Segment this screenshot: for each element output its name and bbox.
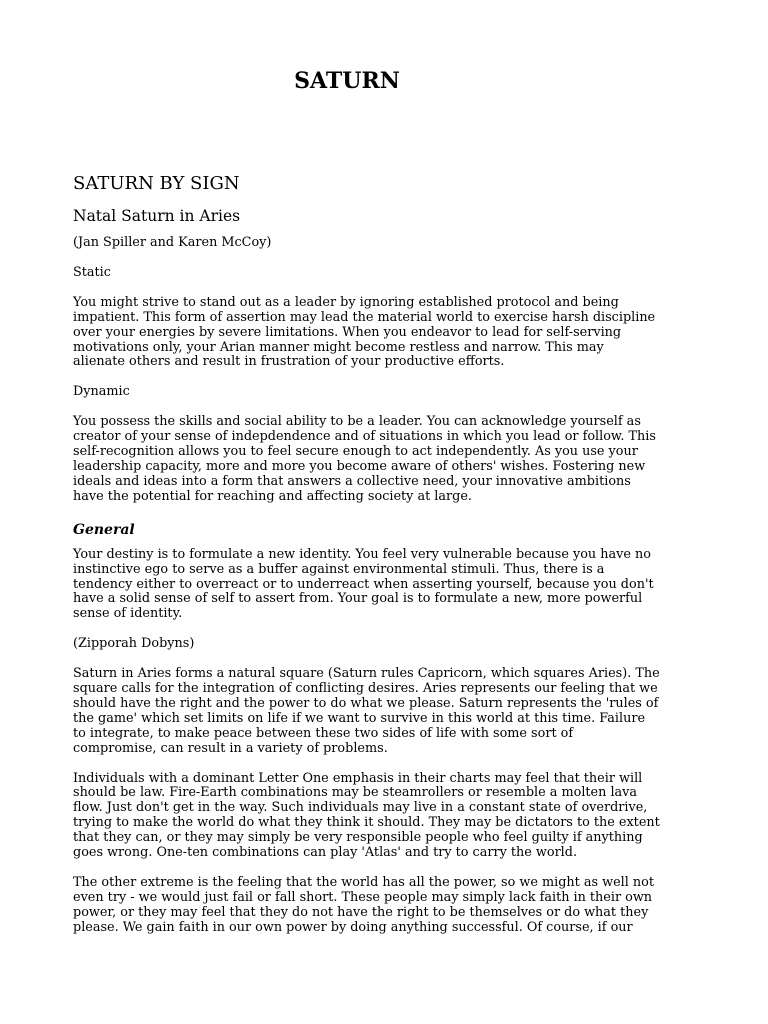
document-title: SATURN xyxy=(294,68,400,94)
text-line: Your destiny is to formulate a new identity. You feel very vulnerable because you have no xyxy=(73,546,651,562)
static-paragraph xyxy=(73,296,701,371)
text-line: to integrate, to make peace between these two sides of life with some sort of xyxy=(73,725,574,741)
text-line: compromise, can result in a variety of problems. xyxy=(73,740,388,756)
static-label: Static xyxy=(73,264,111,280)
text-line: should have the right and the power to do what we please. Saturn represents the 'rules of xyxy=(73,695,659,711)
text-line: square calls for the integration of conflicting desires. Aries represents our feeling that we xyxy=(73,681,658,697)
text-line: that they can, or they may simply be very responsible people who feel guilty if anything xyxy=(73,830,643,846)
dynamic-label: Dynamic xyxy=(73,384,130,400)
text-line: tendency either to overreact or to underreact when asserting yourself, because you don't xyxy=(73,576,654,592)
text-line: The other extreme is the feeling that the world has all the power, so we might as well not xyxy=(73,875,654,890)
text-line: Individuals with a dominant Letter One emphasis in their charts may feel that their will xyxy=(73,770,643,786)
text-line: leadership capacity, more and more you become aware of others' wishes. Fostering new xyxy=(73,458,646,474)
source-citation-dobyns: (Zipporah Dobyns) xyxy=(73,636,195,652)
subheading: Natal Saturn in Aries xyxy=(73,207,241,225)
text-line: have the potential for reaching and affecting society at large. xyxy=(73,488,472,504)
text-line: You might strive to stand out as a leader by ignoring established protocol and being xyxy=(73,294,619,310)
text-line: instinctive ego to serve as a buffer against environmental stimuli. Thus, there is a xyxy=(73,561,605,577)
text-line: alienate others and result in frustration of your productive efforts. xyxy=(73,354,505,370)
text-line: goes wrong. One-ten combinations can play 'Atlas' and try to carry the world. xyxy=(73,845,578,861)
text-line: You possess the skills and social ability to be a leader. You can acknowledge yourself as xyxy=(73,414,641,430)
text-line: power, or they may feel that they do not have the right to be themselves or do what they xyxy=(73,904,649,920)
dynamic-paragraph xyxy=(73,415,701,504)
dobyns-paragraph-1 xyxy=(73,667,701,756)
text-line: self-recognition allows you to feel secure enough to act independently. As you use your xyxy=(73,444,638,460)
text-line: trying to make the world do what they think it should. They may be dictators to the extent xyxy=(73,815,660,831)
text-line: ideals and ideas into a form that answers a collective need, your innovative ambitions xyxy=(73,473,631,489)
text-line: creator of your sense of indepdendence and of situations in which you lead or follow. This xyxy=(73,429,656,445)
document-body xyxy=(73,170,701,951)
dobyns-paragraph-2 xyxy=(73,772,701,861)
text-line: please. We gain faith in our own power by doing anything successful. Of course, if our xyxy=(73,919,633,935)
text-line: have a solid sense of self to assert from. Your goal is to formulate a new, more powerful xyxy=(73,591,643,607)
text-line: Saturn in Aries forms a natural square (Saturn rules Capricorn, which squares Aries). The xyxy=(73,666,660,682)
dobyns-paragraph-3 xyxy=(73,876,701,936)
text-line: even try - we would just fail or fall short. These people may simply lack faith in their own xyxy=(73,889,653,905)
text-line: flow. Just don't get in the way. Such individuals may live in a constant state of overdrive, xyxy=(73,800,648,816)
text-line: motivations only, your Arian manner might become restless and narrow. This may xyxy=(73,339,604,355)
text-line: the game' which set limits on life if we want to survive in this world at this time. Failure xyxy=(73,710,646,726)
general-paragraph xyxy=(73,548,701,623)
text-line: impatient. This form of assertion may lead the material world to exercise harsh discipline xyxy=(73,309,656,325)
source-citation-spiller: (Jan Spiller and Karen McCoy) xyxy=(73,235,272,250)
section-heading: SATURN BY SIGN xyxy=(73,173,240,194)
general-heading: General xyxy=(73,521,135,538)
text-line: over your energies by severe limitations. When you endeavor to lead for self-serving xyxy=(73,324,622,340)
text-line: sense of identity. xyxy=(73,606,183,622)
text-line: should be law. Fire-Earth combinations may be steamrollers or resemble a molten lava xyxy=(73,785,638,801)
